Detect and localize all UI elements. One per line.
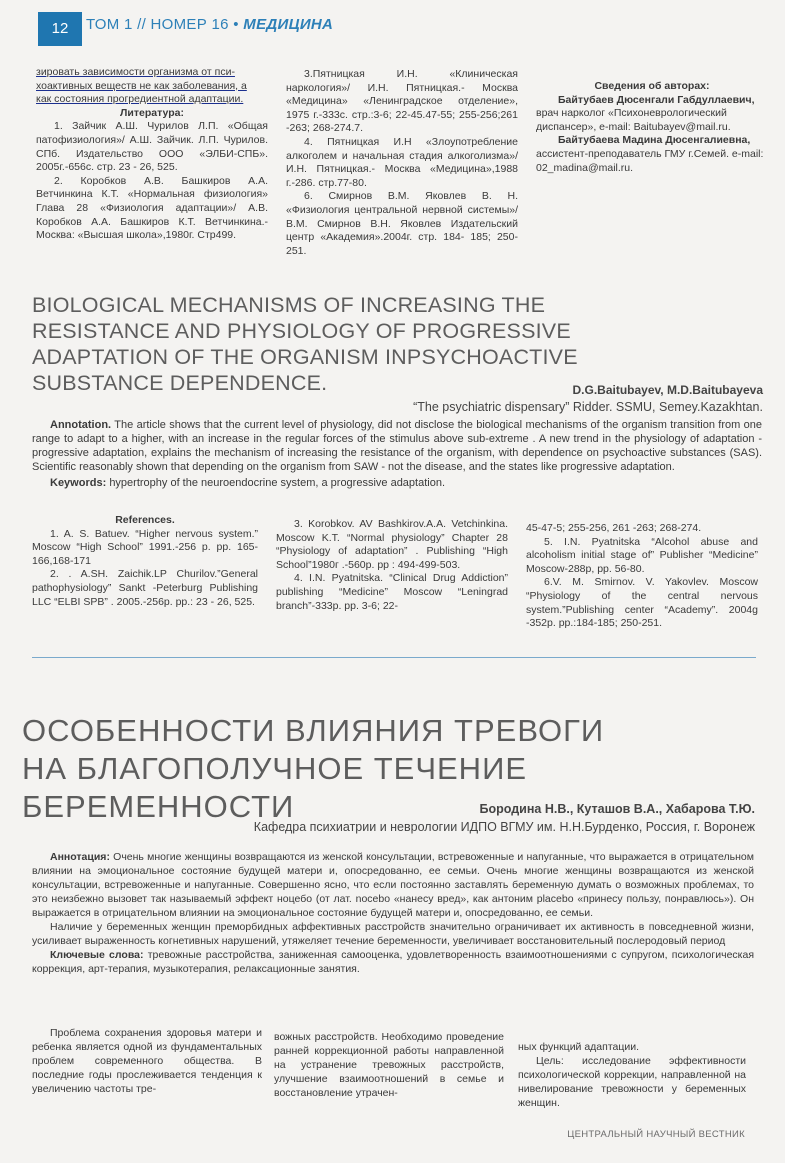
keywords-text: hypertrophy of the neuroendocrine system, a progressive adaptation. xyxy=(109,477,446,489)
journal-footer: ЦЕНТРАЛЬНЫЙ НАУЧНЫЙ ВЕСТНИК xyxy=(567,1129,745,1140)
english-authors: D.G.Baitubayev, M.D.Baitubayeva xyxy=(572,383,763,397)
intro-line-3: как состояния прогредиентной адаптации. xyxy=(36,93,244,106)
ru-body-para-3b: Цель: исследование эффективности психологической коррекции, направленной на нивелирование тревожности у беременных женщин. xyxy=(518,1055,746,1109)
annotation-text: The article shows that the current level of physiology, did not disclose the biological mechanisms of the organism transition from one range to adapt to a higher, with an increase in the regular forces of the stimulus above sub-extreme . A new trend in the physiology of adaptation - progressive adaptation, explains the mechanism of increasing the resistance of the organism, with dependence on psychoactive substances (SAS). Scientific reasonably shown that depending on the organism from SAW - not the disease, and the states like progressive adaptation. xyxy=(32,419,762,473)
english-affiliation: “The psychiatric dispensary” Ridder. SSMU, Semey.Kazakhtan. xyxy=(413,400,763,414)
russian-annotation xyxy=(32,850,754,976)
russian-authors: Бородина Н.В., Куташов В.А., Хабарова Т.Ю. xyxy=(479,802,755,816)
literature-heading: Литература: xyxy=(120,106,184,119)
ru-annotation-text-2: Наличие у беременных женщин преморбидных аффективных расстройств значительно ограничивает их активность в повседневной жизни, усиливает выраженность когнетивных нарушений, утяжеляет течение беременности, увеличивает восстановительный послеродовый период xyxy=(32,921,754,947)
english-annotation xyxy=(32,418,762,490)
author-1-name: Байтубаев Дюсенгали Габдуллаевич, xyxy=(558,93,755,106)
running-header xyxy=(86,16,333,33)
lit-ref-6: 6. Смирнов В.М. Яковлев В. Н. «Физиология центральной нервной системы»/ В.М. Смирнов В.Н. Яковлев Издательский центр «Академия».2004г. стр. 184- 185; 250-251. xyxy=(286,190,518,257)
lit-ref-4: 4. Пятницкая И.Н «Злоупотребление алкоголем и начальная стадия алкоголизма»/ И.Н. Пятницкая.- Москва «Медицина»,1988 г.-286. стр.77-80. xyxy=(286,135,518,189)
ru-keywords-label: Ключевые слова: xyxy=(50,949,144,961)
russian-affiliation: Кафедра психиатрии и неврологии ИДПО ВГМУ им. Н.Н.Бурденко, Россия, г. Воронеж xyxy=(253,820,755,834)
keywords-label: Keywords: xyxy=(50,477,107,489)
intro-line-2: хоактивных веществ не как заболевания, а xyxy=(36,79,247,92)
intro-line-1: зировать зависимости организма от пси- xyxy=(36,66,235,78)
en-ref-3: 3. Korobkov. AV Bashkirov.A.A. Vetchinkina. Moscow K.T. “Normal physiology” Chapter 28 “Physiology of adaptation” . Publishing “High School”1980г .-560p. pp : 494-499-503. xyxy=(276,518,508,571)
english-article-title: BIOLOGICAL MECHANISMS OF INCREASING THE RESISTANCE AND PHYSIOLOGY OF PROGRESSIVE ADAPTATION OF THE ORGANISM INPSYCHOACTIVE SUBSTANCE DEPENDENCE. xyxy=(32,293,578,395)
author-1-info: врач нарколог «Психоневрологический диспансер», e-mail: Baitubayev@mail.ru. xyxy=(536,107,731,133)
author-2-info: ассистент-преподаватель ГМУ г.Семей. e-mail: 02_madina@mail.ru. xyxy=(536,147,764,174)
ru-annotation-text: Очень многие женщины возвращаются из женской консультации, встревоженные и напуганные, что выражается в отрицательном влиянии на эмоциональное состояние будущей матери и, опосредованно, ее семьи. Очень многие женщины возвращаются из женской консультации, встревоженные и напуганные. Совершенно ясно, что если постоянно заставлять беременную думать о возможных проблемах, то это неизбежно вызовет так называемый эффект ноцебо (от лат. nocebo «нанесу вред», как антоним placebo «принесу пользу, понравлюсь»). Он выражается в отрицательном влиянии на эмоциональное состояние будущей матери и, опосредованно, ее семьи. xyxy=(32,851,754,919)
page-number: 12 xyxy=(38,12,82,46)
ru-body-para-1: Проблема сохранения здоровья матери и ребенка является одной из фундаментальных проблем современного общества. В последние годы прослеживается тенденция к увеличению частоты тре- xyxy=(32,1027,262,1095)
references-heading: References. xyxy=(115,514,175,526)
en-ref-2: 2. . A.SH. Zaichik.LP Churilov.”General pathophysiology” Sankt -Peterburg Publishing LLC “ELBI SPB” . 2005.-256p. pp.: 23 - 26, 525. xyxy=(32,568,258,608)
en-ref-1: 1. A. S. Batuev. “Higher nervous system.” Moscow “High School” 1991.-256 p. pp. 165-166,168-171 xyxy=(32,527,258,567)
en-ref-5: 5. I.N. Pyatnitska “Alcohol abuse and alcoholism initial stage of” Publisher “Medicine” Moscow-288p, pp. 56-80. xyxy=(526,535,758,575)
top-col-1 xyxy=(36,66,268,243)
lit-ref-3: 3.Пятницкая И.Н. «Клиническая наркология»/ И.Н. Пятницкая.- Москва «Медицина» «Ленинградское отделение», 1975 г.-333с. стр.:3-6; 22-45.47-55; 255-256;261 -263; 268-274.7. xyxy=(286,68,518,135)
ru-body-col-1 xyxy=(32,1026,262,1096)
lit-ref-1: 1. Зайчик А.Ш. Чурилов Л.П. «Общая патофизиология»/ А.Ш. Зайчик. Л.П. Чурилов. СПб. Издательство ООО «ЭЛБИ-СПБ». 2005г.-656с. стр. 23 - 26, 525. xyxy=(36,120,268,174)
ru-body-col-3 xyxy=(518,1040,746,1110)
ru-body-para-2: вожных расстройств. Необходимо проведение ранней коррекционной работы направленной на устранение тревожных расстройств, улучшение взаимоотношений в семье и восстановление утрачен- xyxy=(274,1031,504,1099)
lit-ref-2: 2. Коробков А.В. Башкиров А.А. Ветчинкина К.Т. «Нормальная физиология» Глава 28 «Физиология адаптации»/ А.В. Коробков А.А. Башкиров К.Т. Ветчинкина.- Москва: «Высшая школа»,1980г. Стр499. xyxy=(36,174,268,242)
section-name: МЕДИЦИНА xyxy=(243,16,334,33)
title-line-2: НА БЛАГОПОЛУЧНОЕ ТЕЧЕНИЕ БЕРЕМЕННОСТИ xyxy=(22,751,528,824)
en-ref-4: 4. I.N. Pyatnitska. “Clinical Drug Addiction” publishing “Medicine” Moscow “Leningrad branch”-333p. pp. 3-6; 22- xyxy=(276,572,508,612)
en-ref-6: 6.V. M. Smirnov. V. Yakovlev. Moscow “Physiology of the central nervous system.”Publishing center “Academy”. 2004g -352p. pp.:184-185; 250-251. xyxy=(526,576,758,630)
references-col-1 xyxy=(32,514,258,609)
en-ref-4-cont: 45-47-5; 255-256, 261 -263; 268-274. xyxy=(526,522,702,534)
references-col-2 xyxy=(276,518,508,613)
authors-heading: Сведения об авторах: xyxy=(594,80,710,92)
authors-info xyxy=(536,80,768,175)
title-line-1: ОСОБЕННОСТИ ВЛИЯНИЯ ТРЕВОГИ xyxy=(22,713,605,748)
ru-annotation-label: Аннотация: xyxy=(50,851,110,863)
section-divider xyxy=(32,657,756,658)
annotation-label: Annotation. xyxy=(50,419,112,431)
top-col-2 xyxy=(286,68,518,258)
references-col-3 xyxy=(526,522,758,631)
ru-body-col-2 xyxy=(274,1030,504,1100)
author-2-name: Байтубаева Мадина Дюсенгалиевна, xyxy=(558,134,751,147)
ru-keywords-text: тревожные расстройства, заниженная самооценка, удовлетворенность взаимоотношениями с супругом, психологическая коррекция, арт-терапия, музыкотерапия, релаксационные занятия. xyxy=(32,949,755,975)
ru-body-para-3a: ных функций адаптации. xyxy=(518,1041,640,1053)
volume-issue: ТОМ 1 // НОМЕР 16 • xyxy=(86,16,239,33)
